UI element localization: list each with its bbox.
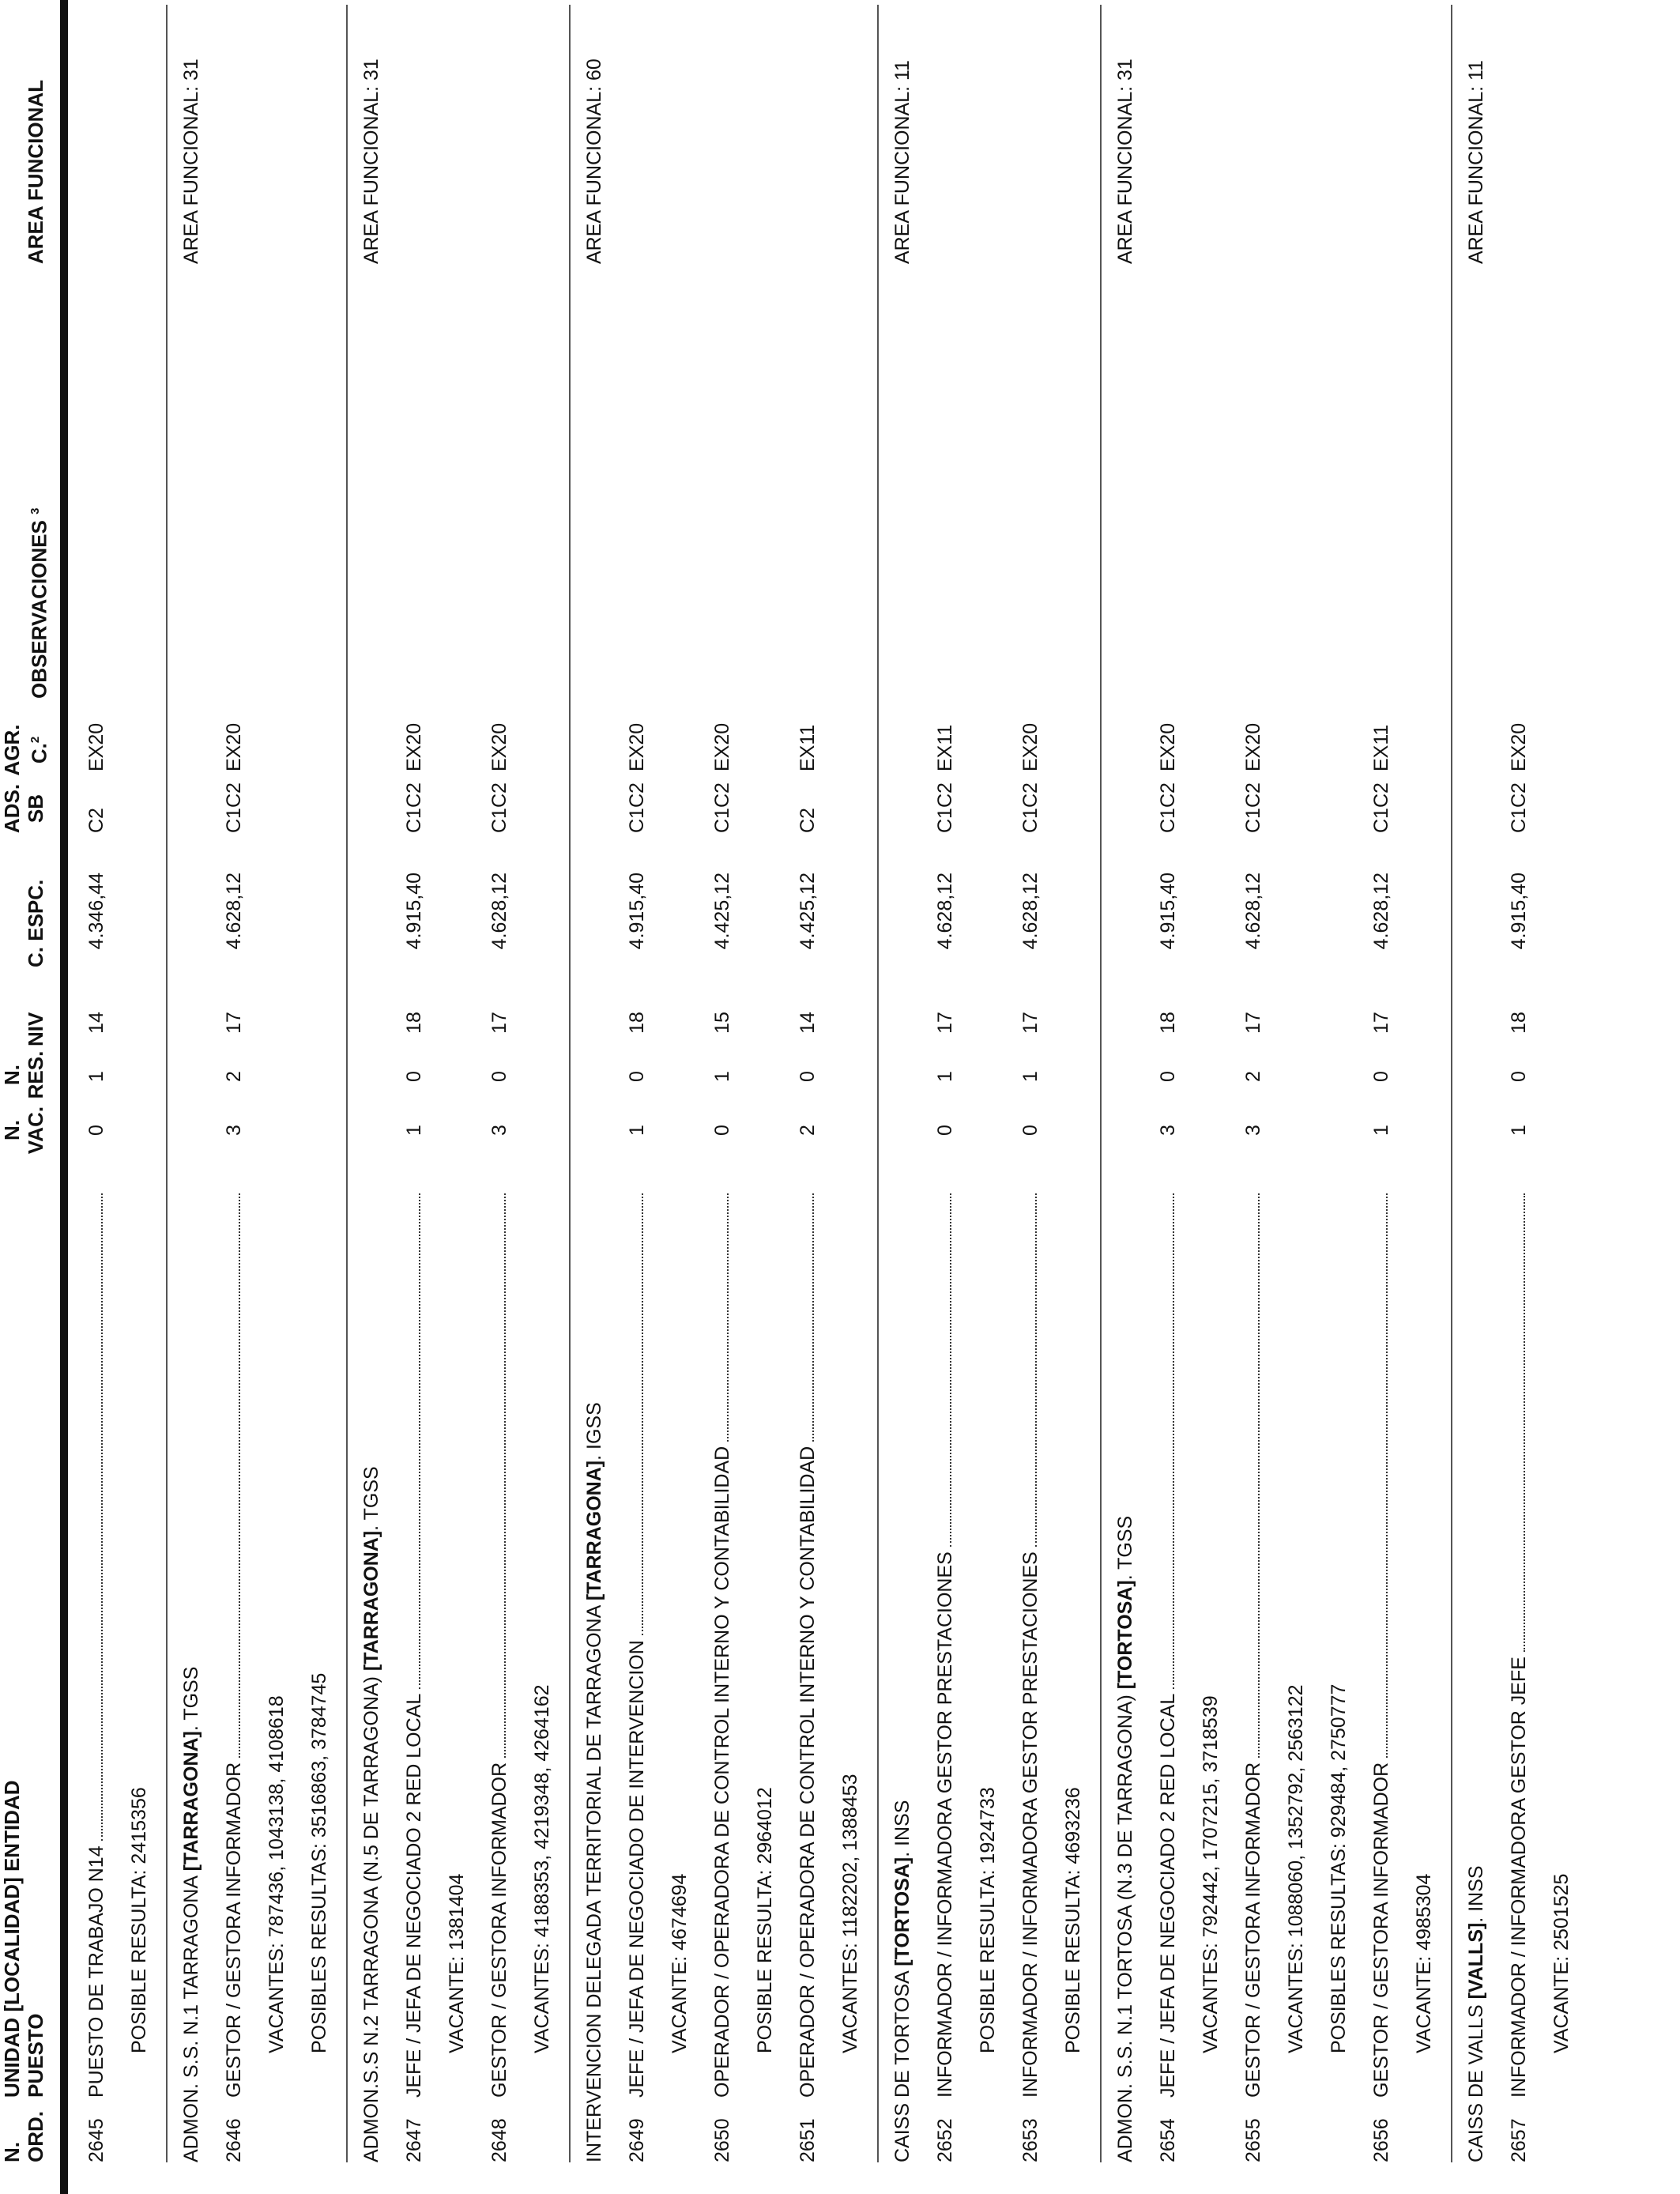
detail-row <box>122 0 161 2194</box>
unit-name: ADMON. S.S. N.1 TARRAGONA <box>180 1871 202 2162</box>
n-vac-value: 2 <box>797 1125 819 1136</box>
post-title <box>934 1193 957 2098</box>
dotted-leader <box>1524 1193 1525 1652</box>
table-row <box>1151 0 1190 2194</box>
header-n-vac-line2: VAC. <box>24 1106 47 1155</box>
ads-sb-value: C1C2 <box>1242 782 1264 833</box>
unit-entity: . TGSS <box>360 1466 382 1531</box>
n-vac-value: 0 <box>85 1125 107 1136</box>
table-row <box>620 0 659 2194</box>
detail-row <box>1279 0 1318 2194</box>
detail-text: VACANTES: 792442, 1707215, 3718539 <box>1200 1695 1222 2053</box>
n-res-value: 1 <box>934 1071 956 1082</box>
detail-text: VACANTES: 4188353, 4219348, 4264162 <box>531 1684 553 2053</box>
table-row <box>1236 0 1275 2194</box>
ads-sb-value: C1C2 <box>626 782 648 833</box>
agr-c-value: EX20 <box>1019 722 1042 771</box>
c-espc-value: 4.425,12 <box>797 873 819 950</box>
c-espc-value: 4.915,40 <box>1508 873 1530 950</box>
unit-entity: . INSS <box>891 1800 913 1857</box>
post-title-text: GESTOR / GESTORA INFORMADOR <box>1242 1762 1264 2098</box>
dotted-leader <box>642 1193 643 1635</box>
unit-separator <box>346 5 348 2162</box>
detail-text: VACANTE: 1381404 <box>446 1873 468 2053</box>
agr-c-value: EX20 <box>403 722 425 771</box>
detail-row <box>662 0 702 2194</box>
dotted-leader <box>727 1193 729 1442</box>
post-title <box>223 1193 246 2098</box>
c-espc-value: 4.425,12 <box>711 873 733 950</box>
unit-title <box>891 1800 914 2162</box>
agr-c-value: EX20 <box>626 722 648 771</box>
ads-sb-value: C1C2 <box>1019 782 1042 833</box>
ads-sb-value: C2 <box>797 808 819 833</box>
post-number: 2656 <box>1370 2118 1392 2162</box>
post-number: 2648 <box>488 2118 510 2162</box>
post-title-text: JEFE / JEFA DE NEGOCIADO DE INTERVENCION <box>626 1640 648 2098</box>
unit-title <box>1114 1516 1137 2162</box>
detail-row <box>1544 0 1584 2194</box>
unit-name: ADMON. S.S. N.1 TORTOSA (N.3 DE TARRAGONA) <box>1114 1689 1136 2162</box>
n-res-value: 0 <box>1370 1071 1392 1082</box>
detail-text: POSIBLES RESULTAS: 3516863, 3784745 <box>308 1672 330 2053</box>
header-n-ord-line2: ORD. <box>24 2111 47 2162</box>
unit-name: CAISS DE VALLS <box>1465 1999 1487 2162</box>
area-funcional-value: AREA FUNCIONAL: 11 <box>1465 60 1487 264</box>
niv-value: 18 <box>1157 1012 1179 1034</box>
unit-heading-row <box>1459 0 1498 2194</box>
table-row <box>79 0 119 2194</box>
agr-c-value: EX20 <box>1157 722 1179 771</box>
n-res-value: 1 <box>85 1071 107 1082</box>
post-number: 2646 <box>223 2118 245 2162</box>
detail-text: POSIBLES RESULTAS: 929484, 2750777 <box>1328 1683 1350 2053</box>
post-number: 2645 <box>85 2118 107 2162</box>
unit-title <box>1465 1865 1488 2162</box>
table-row <box>705 0 744 2194</box>
detail-row <box>259 0 299 2194</box>
post-title-text: INFORMADOR / INFORMADORA GESTOR PRESTACIONES <box>934 1551 956 2098</box>
area-funcional-value: AREA FUNCIONAL: 11 <box>891 60 913 264</box>
header-n-ord-line1: N. <box>0 2142 24 2162</box>
agr-c-value: EX20 <box>223 722 245 771</box>
niv-value: 18 <box>626 1012 648 1034</box>
unit-heading-row <box>577 0 616 2194</box>
n-vac-value: 1 <box>1370 1125 1392 1136</box>
ads-sb-value: C1C2 <box>1157 782 1179 833</box>
agr-c-value: EX11 <box>797 724 819 771</box>
post-number: 2647 <box>403 2118 425 2162</box>
n-res-value: 1 <box>711 1071 733 1082</box>
unit-name: INTERVENCION DELEGADA TERRITORIAL DE TARRAGONA <box>583 1600 605 2162</box>
header-agr-line2 <box>24 722 51 778</box>
header-agr-footnote: 2 <box>28 736 42 744</box>
header-ads-line1: ADS. <box>0 783 24 834</box>
dotted-leader <box>1173 1193 1174 1689</box>
ads-sb-value: C1C2 <box>1508 782 1530 833</box>
unit-name: CAISS DE TORTOSA <box>891 1966 913 2162</box>
header-agr-line1: AGR. <box>0 724 24 776</box>
header-c-espc-text: C. ESPC. <box>24 879 47 967</box>
post-title-text: GESTOR / GESTORA INFORMADOR <box>488 1762 510 2098</box>
detail-text: VACANTES: 1088060, 1352792, 2563122 <box>1285 1684 1307 2053</box>
post-number: 2657 <box>1508 2118 1530 2162</box>
ads-sb-value: C1C2 <box>1370 782 1392 833</box>
ads-sb-value: C2 <box>85 808 107 833</box>
unit-separator <box>1100 5 1102 2162</box>
detail-row <box>833 0 872 2194</box>
niv-value: 18 <box>403 1012 425 1034</box>
detail-row <box>302 0 341 2194</box>
header-n-res-line1: N. <box>0 1065 24 1085</box>
unit-name: ADMON.S.S N.2 TARRAGONA (N.5 DE TARRAGONA) <box>360 1671 382 2162</box>
table-row <box>1013 0 1053 2194</box>
detail-text: POSIBLE RESULTA: 2415356 <box>128 1787 150 2053</box>
post-title <box>626 1193 649 2098</box>
niv-value: 15 <box>711 1012 733 1034</box>
header-niv-text: NIV <box>24 1012 47 1046</box>
post-title-text: JEFE / JEFA DE NEGOCIADO 2 RED LOCAL <box>403 1693 425 2098</box>
n-res-value: 2 <box>223 1071 245 1082</box>
c-espc-value: 4.628,12 <box>1370 873 1392 950</box>
table-row <box>482 0 522 2194</box>
niv-value: 14 <box>85 1012 107 1034</box>
niv-value: 17 <box>1019 1012 1042 1034</box>
post-title-text: INFORMADOR / INFORMADORA GESTOR PRESTACIONES <box>1019 1551 1042 2098</box>
post-title <box>1508 1193 1531 2098</box>
c-espc-value: 4.915,40 <box>626 873 648 950</box>
unit-locality: [VALLS] <box>1465 1922 1487 2000</box>
area-funcional-value: AREA FUNCIONAL: 60 <box>583 58 605 264</box>
detail-row <box>1056 0 1095 2194</box>
n-res-value: 0 <box>626 1071 648 1082</box>
detail-text: VACANTE: 4674694 <box>669 1873 691 2053</box>
post-title-text: JEFE / JEFA DE NEGOCIADO 2 RED LOCAL <box>1157 1693 1179 2098</box>
post-title <box>403 1193 426 2098</box>
post-title <box>488 1193 511 2098</box>
header-n-vac-line1: N. <box>0 1120 24 1140</box>
unit-locality: [TARRAGONA] <box>180 1731 202 1872</box>
post-title <box>1370 1193 1393 2098</box>
c-espc-value: 4.915,40 <box>1157 873 1179 950</box>
detail-text: VACANTE: 4985304 <box>1413 1873 1435 2053</box>
ads-sb-value: C1C2 <box>403 782 425 833</box>
post-title-text: GESTOR / GESTORA INFORMADOR <box>1370 1762 1392 2098</box>
header-obs-footnote: 3 <box>28 507 42 515</box>
n-res-value: 0 <box>1508 1071 1530 1082</box>
n-res-value: 1 <box>1019 1071 1042 1082</box>
ads-sb-value: C1C2 <box>488 782 510 833</box>
niv-value: 14 <box>797 1012 819 1034</box>
unit-locality: [TARRAGONA] <box>583 1460 605 1601</box>
c-espc-value: 4.628,12 <box>1242 873 1264 950</box>
agr-c-value: EX20 <box>488 722 510 771</box>
post-number: 2652 <box>934 2118 956 2162</box>
c-espc-value: 4.628,12 <box>934 873 956 950</box>
dotted-leader <box>1258 1193 1260 1758</box>
unit-locality: [TORTOSA] <box>891 1857 913 1966</box>
table-row <box>928 0 967 2194</box>
ads-sb-value: C1C2 <box>934 782 956 833</box>
n-res-value: 0 <box>403 1071 425 1082</box>
header-unidad-puesto <box>0 1780 54 2098</box>
header-agr-c-text: C. <box>27 743 51 764</box>
detail-text: POSIBLE RESULTA: 1924733 <box>977 1787 999 2053</box>
header-unidad-line2: PUESTO <box>24 2013 47 2098</box>
agr-c-value: EX11 <box>1370 724 1392 771</box>
unit-entity: . INSS <box>1465 1865 1487 1923</box>
dotted-leader <box>419 1193 420 1689</box>
n-vac-value: 1 <box>1508 1125 1530 1136</box>
area-funcional-value: AREA FUNCIONAL: 31 <box>1114 58 1136 264</box>
post-title <box>797 1193 819 2098</box>
post-title-text: OPERADOR / OPERADORA DE CONTROL INTERNO Y CONTABILIDAD <box>711 1446 733 2098</box>
table-row <box>1501 0 1541 2194</box>
detail-row <box>970 0 1010 2194</box>
agr-c-value: EX20 <box>1508 722 1530 771</box>
dotted-leader <box>1035 1193 1037 1547</box>
c-espc-value: 4.628,12 <box>488 873 510 950</box>
post-title-text: PUESTO DE TRABAJO N14 <box>85 1845 107 2098</box>
n-res-value: 0 <box>1157 1071 1179 1082</box>
n-vac-value: 3 <box>488 1125 510 1136</box>
ads-sb-value: C1C2 <box>223 782 245 833</box>
c-espc-value: 4.628,12 <box>223 873 245 950</box>
agr-c-value: EX11 <box>934 724 956 771</box>
niv-value: 18 <box>1508 1012 1530 1034</box>
post-title-text: INFORMADOR / INFORMADORA GESTOR JEFE <box>1508 1657 1530 2098</box>
dotted-leader <box>812 1193 814 1442</box>
detail-row <box>525 0 564 2194</box>
header-ads-sb <box>0 781 54 836</box>
c-espc-value: 4.915,40 <box>403 873 425 950</box>
n-vac-value: 0 <box>1019 1125 1042 1136</box>
detail-text: VACANTE: 2501525 <box>1550 1873 1573 2053</box>
unit-separator <box>877 5 879 2162</box>
header-n-res-line2: RES. <box>24 1050 47 1099</box>
header-agr-c <box>0 722 54 778</box>
post-number: 2653 <box>1019 2118 1042 2162</box>
unit-locality: [TARRAGONA] <box>360 1530 382 1672</box>
post-title <box>1019 1193 1042 2098</box>
n-res-value: 0 <box>488 1071 510 1082</box>
table-row <box>217 0 256 2194</box>
n-vac-value: 0 <box>934 1125 956 1136</box>
post-title <box>1242 1193 1265 2098</box>
header-unidad-line1: UNIDAD [LOCALIDAD] ENTIDAD <box>0 1780 24 2098</box>
detail-row <box>1193 0 1233 2194</box>
niv-value: 17 <box>223 1012 245 1034</box>
area-funcional-value: AREA FUNCIONAL: 31 <box>180 58 202 264</box>
dotted-leader <box>504 1193 506 1758</box>
detail-text: VACANTES: 1182202, 1388453 <box>839 1774 861 2053</box>
header-area-text: AREA FUNCIONAL <box>24 79 47 264</box>
post-number: 2654 <box>1157 2118 1179 2162</box>
header-ads-line2: SB <box>24 794 47 824</box>
header-n-res <box>0 1043 54 1106</box>
unit-heading-row <box>354 0 394 2194</box>
unit-title <box>583 1402 606 2162</box>
unit-title <box>180 1667 203 2162</box>
header-obs-line <box>24 508 51 699</box>
agr-c-value: EX20 <box>711 722 733 771</box>
table-row <box>1364 0 1403 2194</box>
header-n-vac <box>0 1099 54 1162</box>
n-res-value: 0 <box>797 1071 819 1082</box>
niv-value: 17 <box>934 1012 956 1034</box>
unit-entity: . TGSS <box>180 1666 202 1732</box>
post-number: 2651 <box>797 2118 819 2162</box>
dotted-leader <box>1386 1193 1388 1758</box>
detail-row <box>748 0 787 2194</box>
unit-heading-row <box>1108 0 1147 2194</box>
unit-heading-row <box>174 0 213 2194</box>
header-rule <box>60 0 68 2194</box>
post-title-text: OPERADOR / OPERADORA DE CONTROL INTERNO Y CONTABILIDAD <box>797 1446 819 2098</box>
n-res-value: 2 <box>1242 1071 1264 1082</box>
detail-text: POSIBLE RESULTA: 2964012 <box>754 1787 776 2053</box>
niv-value: 17 <box>488 1012 510 1034</box>
ads-sb-value: C1C2 <box>711 782 733 833</box>
unit-separator <box>569 5 571 2162</box>
post-title <box>711 1193 734 2098</box>
detail-text: VACANTES: 787436, 1043138, 4108618 <box>266 1695 288 2053</box>
n-vac-value: 0 <box>711 1125 733 1136</box>
agr-c-value: EX20 <box>85 722 107 771</box>
table-row <box>790 0 830 2194</box>
area-funcional-value: AREA FUNCIONAL: 31 <box>360 58 382 264</box>
post-number: 2655 <box>1242 2118 1264 2162</box>
n-vac-value: 3 <box>1242 1125 1264 1136</box>
unit-heading-row <box>885 0 925 2194</box>
unit-entity: . TGSS <box>1114 1515 1136 1581</box>
agr-c-value: EX20 <box>1242 722 1264 771</box>
n-vac-value: 1 <box>626 1125 648 1136</box>
dotted-leader <box>950 1193 951 1547</box>
unit-title <box>360 1466 383 2162</box>
n-vac-value: 3 <box>223 1125 245 1136</box>
dotted-leader <box>239 1193 240 1758</box>
n-vac-value: 1 <box>403 1125 425 1136</box>
table-row <box>397 0 436 2194</box>
post-title <box>85 1193 108 2098</box>
c-espc-value: 4.346,44 <box>85 873 107 950</box>
c-espc-value: 4.628,12 <box>1019 873 1042 950</box>
header-n-ord <box>0 2111 54 2162</box>
niv-value: 17 <box>1370 1012 1392 1034</box>
detail-row <box>1321 0 1361 2194</box>
n-vac-value: 3 <box>1157 1125 1179 1136</box>
unit-separator <box>1451 5 1452 2162</box>
post-title <box>1157 1193 1180 2098</box>
unit-locality: [TORTOSA] <box>1114 1580 1136 1690</box>
post-number: 2650 <box>711 2118 733 2162</box>
dotted-leader <box>101 1193 103 1841</box>
detail-text: POSIBLE RESULTA: 4693236 <box>1062 1787 1084 2053</box>
post-title-text: GESTOR / GESTORA INFORMADOR <box>223 1762 245 2098</box>
niv-value: 17 <box>1242 1012 1264 1034</box>
header-obs-text: OBSERVACIONES <box>27 520 51 699</box>
unit-separator <box>166 5 168 2162</box>
detail-row <box>1407 0 1446 2194</box>
detail-row <box>439 0 479 2194</box>
post-number: 2649 <box>626 2118 648 2162</box>
unit-entity: . IGSS <box>583 1402 605 1461</box>
